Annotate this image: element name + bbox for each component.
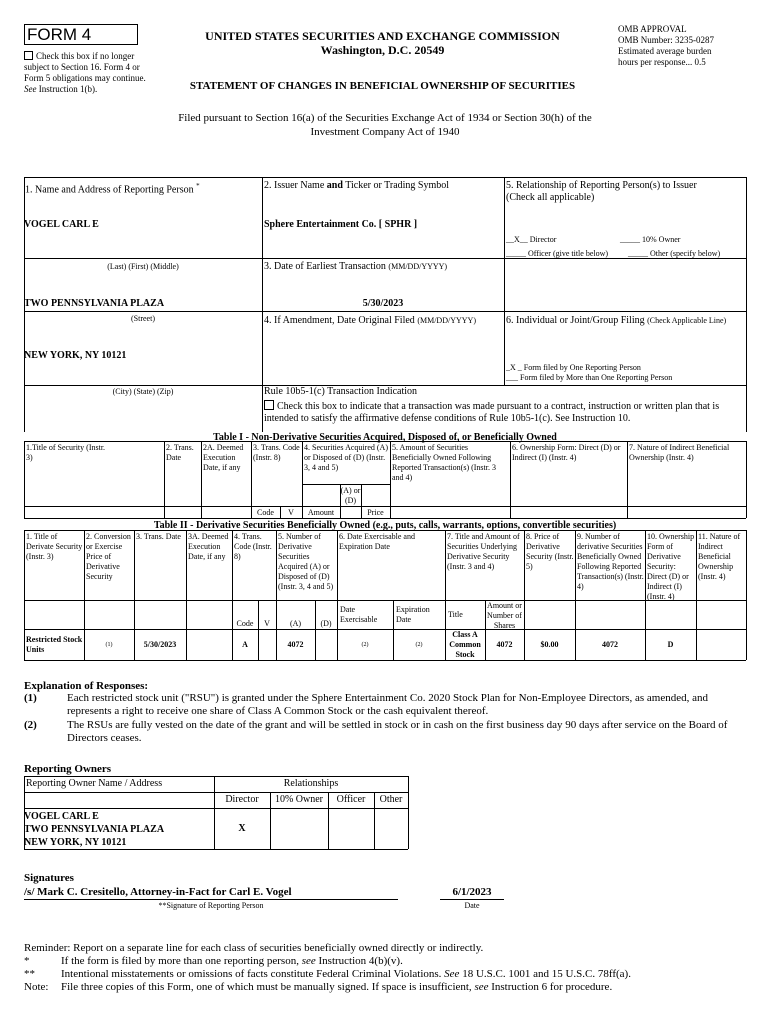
no-longer-subject-checkbox[interactable] [24,51,33,60]
t1-sub-code: Code [257,508,274,517]
t2-sub-code: Code [236,619,254,628]
t2-sub-a: (A) [289,619,302,628]
explanation-heading: Explanation of Responses: [24,680,149,692]
t2-row-conversion: (1) [105,642,113,648]
footnote-2-text: The RSUs are fully vested on the date of the grant and will be settled in stock or in cash on the first business day 90 days after service on the Board of Directors ceases. [67,719,728,744]
t2-row-expiration: (2) [415,642,423,648]
ten-percent-owner-checkbox[interactable]: _____ 10% Owner [620,235,681,244]
rule-10b5-title: Rule 10b5-1(c) Transaction Indication [264,386,418,397]
t2-sub-date-exercisable: Date Exercisable [340,605,378,624]
t2-sub-expiration: Expiration Date [396,605,430,624]
owners-col-officer: Officer [336,794,366,805]
t2-row-underlying-title: Class A Common Stock [449,630,481,659]
owner-address: VOGEL CARL E TWO PENNSYLVANIA PLAZA NEW YORK, NY 10121 [24,811,165,848]
t2-row-shares: 4072 [496,640,513,649]
t1-col-title: 1.Title of Security (Instr. 3) [26,443,106,462]
footer-note-text: File three copies of this Form, one of which must be manually signed. If space is insufficient, see Instruction 6 for procedure. [61,981,613,993]
reporting-street: TWO PENNSYLVANIA PLAZA [24,298,165,309]
filed-by-one-checkbox[interactable]: _X _ Form filed by One Reporting Person [506,363,641,372]
t1-col-code: 3. Trans. Code (Instr. 8) [253,443,300,462]
table1-title: Table I - Non-Derivative Securities Acquired, Disposed of, or Beneficially Owned [213,432,557,443]
footer-dstar: ** [24,968,35,980]
t2-row-owned: 4072 [602,640,618,649]
owners-col-other: Other [379,794,403,805]
t2-col-ownership-form: 10. Ownership Form of Derivative Security: Direct (D) or Indirect (I) (Instr. 4) [647,532,695,601]
reporting-name: VOGEL CARL E [24,219,99,230]
table2-title: Table II - Derivative Securities Beneficially Owned (e.g., puts, calls, warrants, options, convertible securities) [153,520,617,531]
officer-checkbox[interactable]: _____ Officer (give title below) [506,249,609,258]
t2-col-conversion: 2. Conversion or Exercise Price of Derivative Security [86,532,131,581]
owners-col-relationships: Relationships [283,778,339,789]
box2-label: 2. Issuer Name and Ticker or Trading Symbol [264,180,450,191]
reporting-city: NEW YORK, NY 10121 [24,350,127,361]
t1-sub-amount: Amount [307,508,335,517]
t1-sub-price: Price [367,508,384,517]
t2-col-owned: 9. Number of derivative Securities Beneficially Owned Following Reported Transaction(s) (Instr. 4) [577,532,644,591]
earliest-transaction-date: 5/30/2023 [362,298,404,309]
t2-sub-v: V [264,619,270,628]
t2-col-exercisable: 6. Date Exercisable and Expiration Date [339,532,415,551]
reporting-owners-heading: Reporting Owners [24,763,112,775]
t2-row-date: 5/30/2023 [143,640,177,649]
director-checkbox[interactable]: __X__ Director [506,235,557,244]
owners-col-director: Director [225,794,259,805]
t1-sub-v: V [288,508,294,517]
name-sublabel: (Last) (First) (Middle) [107,262,179,271]
signatures-heading: Signatures [24,872,74,884]
issuer-name: Sphere Entertainment Co. [ SPHR ] [264,219,418,230]
box6-label: 6. Individual or Joint/Group Filing (Check Applicable Line) [506,315,727,326]
t1-col-indirect-nature: 7. Nature of Indirect Beneficial Ownership (Instr. 4) [629,443,730,462]
t2-row-code: A [242,640,248,649]
statement-title: STATEMENT OF CHANGES IN BENEFICIAL OWNERSHIP OF SECURITIES [189,80,576,92]
owners-col-ten-percent: 10% Owner [274,794,324,805]
box1-label: 1. Name and Address of Reporting Person * [25,182,200,196]
footer-note: Note: [24,981,49,993]
reminder-text: Reminder: Report on a separate line for each class of securities beneficially owned directly or indirectly. [24,942,484,954]
signer-name: /s/ Mark C. Cresitello, Attorney-in-Fact for Carl E. Vogel [24,886,292,898]
t2-col-indirect-nature: 11. Nature of Indirect Beneficial Ownership (Instr. 4) [698,532,741,581]
t2-row-security: Restricted Stock Units [26,635,83,654]
owner-director-mark: X [238,823,246,834]
filed-by-more-checkbox[interactable]: ___ Form filed by More than One Reporting Person [506,373,673,382]
footnote-1-number: (1) [24,692,37,704]
t2-col-underlying: 7. Title and Amount of Securities Underlying Derivative Security (Instr. 3 and 4) [447,532,520,571]
t2-row-price: $0.00 [540,640,559,649]
t2-col-title: 1. Title of Derivate Security (Instr. 3) [26,532,83,561]
t1-col-amount-owned: 5. Amount of Securities Beneficially Owned Following Reported Transaction(s) (Instr. 3 and 4) [392,443,496,482]
t2-row-ownership-form: D [667,640,674,649]
t2-row-amount-a: 4072 [287,640,304,649]
signature-label: **Signature of Reporting Person [158,901,264,910]
box3-label: 3. Date of Earliest Transaction (MM/DD/YYYY) [264,261,448,272]
t2-col-date: 3. Trans. Date [136,532,181,541]
t2-row-exercisable: (2) [361,642,369,648]
box4-label: 4. If Amendment, Date Original Filed (MM/DD/YYYY) [264,315,476,326]
t2-sub-title: Title [448,610,463,619]
other-checkbox[interactable]: _____ Other (specify below) [628,249,721,258]
rule-10b5-text: Check this box to indicate that a transaction was made pursuant to a contract, instruction or written plan that is intended to satisfy the affirmative defense conditions of Rule 10b5-1(c). See Instruction 10. [264,401,720,424]
box5-label: 5. Relationship of Reporting Person(s) to Issuer (Check all applicable) [506,180,697,203]
owners-col-name: Reporting Owner Name / Address [26,778,163,789]
footer-star-text: If the form is filed by more than one reporting person, see Instruction 4(b)(v). [61,955,403,967]
footnote-1-text: Each restricted stock unit ("RSU") is granted under the Sphere Entertainment Co. 2020 Stock Plan for Non-Employee Directors, as amended, and represents a right to receive one share of Class A Common Stock or the cash equivalent thereof. [67,692,709,717]
t1-sub-a-or-d: (A) or (D) [340,486,361,505]
city-sublabel: (City) (State) (Zip) [112,387,174,396]
rule-10b5-checkbox[interactable] [264,400,274,410]
filed-pursuant: Filed pursuant to Section 16(a) of the Securities Exchange Act of 1934 or Section 30(h) of the Investment Company Act of 1940 [178,112,592,138]
t2-sub-amount: Amount or Number of Shares [487,601,522,630]
t1-col-ownership-form: 6. Ownership Form: Direct (D) or Indirect (I) (Instr. 4) [512,443,621,462]
t2-sub-d: (D) [320,619,332,628]
t1-col-acquired: 4. Securities Acquired (A) or Disposed of (D) (Instr. 3, 4 and 5) [304,443,388,472]
footer-dstar-text: Intentional misstatements or omissions of facts constitute Federal Criminal Violations. See 18 U.S.C. 1001 and 15 U.S.C. 78ff(a). [61,968,631,980]
form-title: FORM 4 [27,25,92,44]
footer-star: * [24,955,30,967]
signature-date: 6/1/2023 [452,886,492,898]
form-title-box [24,24,138,45]
t1-col-deemed: 2A. Deemed Execution Date, if any [203,443,244,472]
agency-title: UNITED STATES SECURITIES AND EXCHANGE COMMISSION Washington, D.C. 20549 [205,29,560,57]
t2-col-code: 4. Trans. Code (Instr. 8) [234,532,272,561]
no-longer-subject-checkbox-text: Check this box if no longer subject to Section 16. Form 4 or Form 5 obligations may continue. See Instruction 1(b). [24,51,146,94]
t2-col-price: 8. Price of Derivative Security (Instr. 5) [526,532,574,571]
t1-col-date: 2. Trans. Date [166,443,194,462]
t2-col-deemed: 3A. Deemed Execution Date, if any [188,532,229,561]
street-sublabel: (Street) [131,314,155,323]
omb-approval: OMB APPROVAL OMB Number: 3235-0287 Estimated average burden hours per response... 0.5 [618,24,714,67]
t2-col-number: 5. Number of Derivative Securities Acquired (A) or Disposed of (D) (Instr. 3, 4 and 5) [278,532,334,591]
date-label: Date [464,901,480,910]
footnote-2-number: (2) [24,719,37,731]
